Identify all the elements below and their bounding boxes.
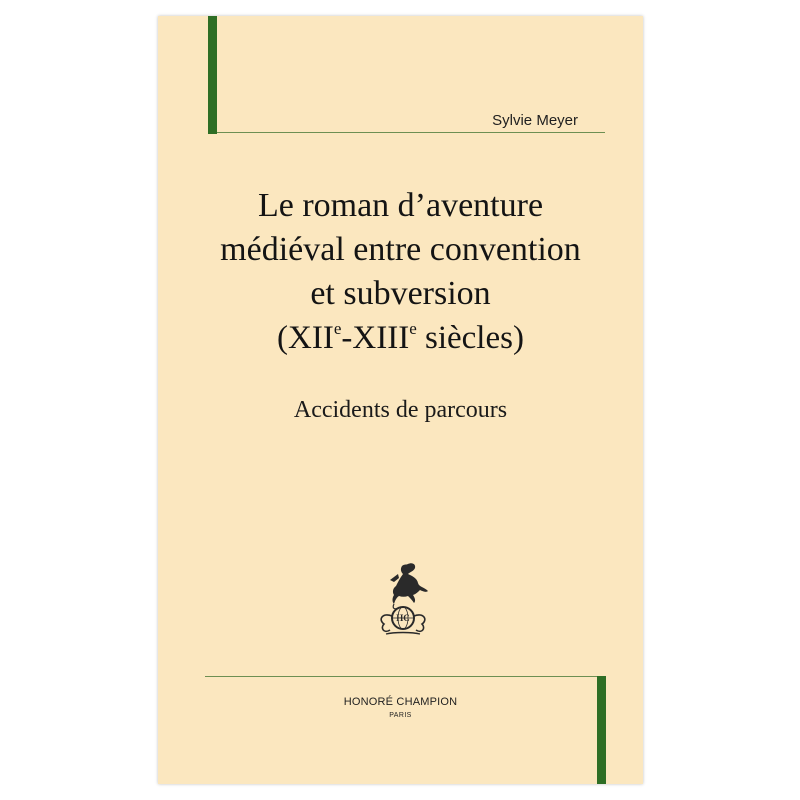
- roman-numeral-12: XII: [288, 320, 334, 356]
- publisher-name: HONORÉ CHAMPION: [343, 696, 458, 708]
- top-rule: [217, 132, 605, 133]
- title-line-3: et subversion: [310, 275, 491, 312]
- bottom-rule: [205, 676, 597, 677]
- title-line-1: Le roman d’aventure: [257, 187, 544, 224]
- publisher-horse-logo-icon: [368, 560, 438, 640]
- title-period: (XIIe-XIIIe siècles): [277, 319, 524, 356]
- book-cover: [158, 16, 643, 784]
- svg-text:HC: HC: [396, 613, 410, 623]
- author-name: Sylvie Meyer: [492, 112, 578, 129]
- publisher-city: PARIS: [389, 712, 412, 719]
- bottom-accent-bar: [597, 676, 606, 784]
- book-title: [168, 184, 633, 360]
- book-subtitle: Accidents de parcours: [293, 397, 508, 423]
- roman-numeral-13: XIII: [352, 320, 410, 356]
- title-line-2: médiéval entre convention: [220, 231, 581, 268]
